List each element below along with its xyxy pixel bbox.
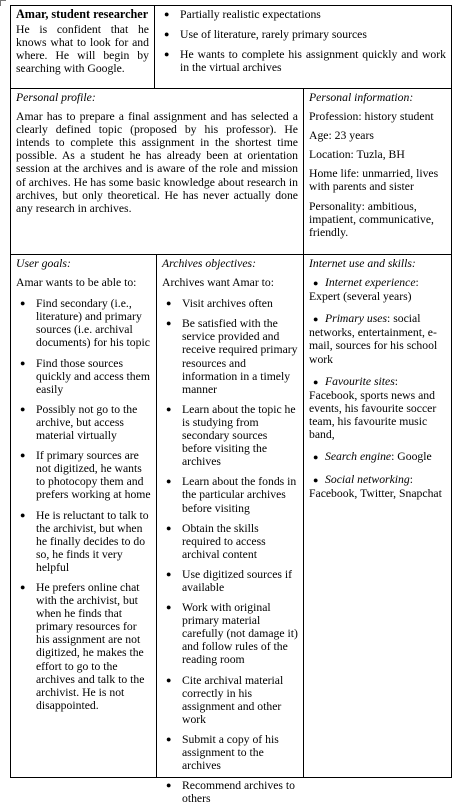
internet-item: ● Primary uses: social networks, entertainment, e-mail, sources for his school work	[309, 312, 438, 366]
internet-label: Primary uses	[325, 312, 388, 326]
bullet-icon: ●	[313, 376, 319, 387]
bullet-icon: ●	[166, 568, 172, 579]
bullet-icon: ●	[166, 522, 172, 533]
bullet-icon: ●	[166, 298, 172, 309]
bullet-icon: ●	[166, 403, 172, 414]
expectation-item: ● He wants to complete his assignment quickly and work in the virtual archives	[164, 48, 446, 75]
bullet-icon: ●	[166, 674, 172, 685]
internet-item: ● Search engine: Google	[309, 450, 446, 464]
internet-value: Expert (several years)	[309, 290, 412, 304]
internet-item: ● Social networking: Facebook, Twitter, Snapchat	[309, 473, 442, 501]
info-profession: Profession: history student	[309, 110, 434, 124]
objective-item: ● Obtain the skills required to access archival content	[166, 521, 266, 561]
persona-title: Amar, student researcher	[16, 7, 149, 21]
bullet-icon: ●	[20, 509, 26, 520]
bullet-icon: ●	[313, 314, 319, 325]
goal-item: ● Find those sources quickly and access them easily	[20, 356, 150, 396]
bullet-icon: ●	[313, 278, 319, 289]
objective-item: ● Learn about the fonds in the particular archives before visiting	[166, 475, 297, 515]
bullet-icon: ●	[166, 780, 172, 791]
bullet-icon: ●	[164, 9, 170, 19]
bullet-icon: ●	[20, 357, 26, 368]
objective-item: ● Use digitized sources if available	[166, 567, 293, 594]
bullet-icon: ●	[166, 602, 172, 613]
bullet-icon: ●	[166, 733, 172, 744]
internet-item: ● Internet experience: Expert (several years)	[309, 276, 419, 304]
profile-text: Amar has to prepare a final assignment and has selected a clearly defined topic (proposed by his professor). He intends to complete this assignment in the shortest time possible. As a student he has already been at orientation session at the archives and is aware of the role and mission of archives. He has some basic knowledge about research in archives, but only theoretical. He has never actually done any research in archives.	[16, 110, 298, 215]
objective-item: ● Learn about the topic he is studying from secondary sources before visiting the archives	[166, 402, 296, 469]
info-location: Location: Tuzla, BH	[309, 148, 405, 162]
internet-label: Social networking	[325, 473, 410, 487]
profile-heading: Personal profile:	[16, 91, 96, 104]
goal-item: ● He is reluctant to talk to the archivist, but when he finally decides to do so, he finds it very helpful	[20, 508, 149, 574]
internet-value: Facebook, sports news and events, his favourite soccer team, his favourite music band,	[309, 388, 437, 442]
bullet-icon: ●	[164, 49, 170, 60]
expectations-cell	[154, 5, 452, 89]
objective-item: ● Be satisfied with the service provided and receive required primary resources and information in a timely manner	[166, 317, 298, 396]
bullet-icon: ●	[20, 450, 26, 461]
expectation-item: ● Partially realistic expectations	[164, 8, 321, 21]
internet-label: Favourite sites	[325, 374, 395, 388]
table-corner-mark	[0, 0, 6, 6]
bullet-icon: ●	[313, 452, 319, 463]
internet-label: Search engine	[325, 450, 392, 464]
internet-cell	[303, 254, 452, 778]
persona-intro: He is confident that he knows what to look for and where. He will begin by searching with Google.	[16, 23, 149, 76]
internet-value: social networks, entertainment, e-mail, sources for his school work	[309, 312, 438, 366]
bullet-icon: ●	[313, 475, 319, 486]
expectation-item: ● Use of literature, rarely primary sources	[164, 28, 367, 42]
goals-lead: Amar wants to be able to:	[16, 276, 137, 290]
info-home-life: Home life: unmarried, lives with parents and sister	[309, 167, 439, 194]
info-cell	[303, 88, 452, 255]
internet-item: ● Favourite sites: Facebook, sports news and events, his favourite soccer team, his favourite music band,	[309, 374, 437, 442]
bullet-icon: ●	[20, 403, 26, 414]
internet-heading: Internet use and skills:	[309, 257, 416, 270]
objectives-lead: Archives want Amar to:	[162, 276, 274, 290]
bullet-icon: ●	[164, 29, 170, 40]
info-age: Age: 23 years	[309, 129, 374, 143]
objective-item: ● Visit archives often	[166, 297, 273, 311]
objectives-cell	[156, 254, 304, 805]
goals-cell	[10, 254, 157, 778]
objective-item: ● Cite archival material correctly in his assignment and other work	[166, 673, 284, 726]
internet-value: Google	[397, 450, 432, 464]
bullet-icon: ●	[166, 476, 172, 487]
info-heading: Personal information:	[309, 91, 414, 104]
bullet-icon: ●	[166, 318, 172, 329]
objective-item: ● Work with original primary material carefully (not damage it) and follow rules of the reading room	[166, 601, 298, 667]
bullet-icon: ●	[20, 298, 26, 309]
goal-item: ● Find secondary (i.e., literature) and primary sources (i.e. archival documents) for his topic	[20, 297, 150, 350]
internet-value: Facebook, Twitter, Snapchat	[309, 487, 442, 501]
objective-item: ● Recommend archives to others	[166, 779, 295, 805]
profile-cell	[10, 88, 304, 255]
goal-item: ● If primary sources are not digitized, he wants to photocopy them and prefers working at home	[20, 449, 151, 502]
persona-cell	[10, 5, 155, 89]
bullet-icon: ●	[20, 581, 26, 592]
goals-heading: User goals:	[16, 257, 71, 270]
goal-item: ● He prefers online chat with the archivist, but when he finds that primary resources for his assignment are not digitized, he makes the effort to go to the archives and talk to the archivist. He is not disappointed.	[20, 580, 145, 712]
objective-item: ● Submit a copy of his assignment to the archives	[166, 732, 279, 773]
goal-item: ● Possibly not go to the archive, but access material virtually	[20, 402, 138, 443]
internet-label: Internet experience	[325, 276, 416, 290]
info-personality: Personality: ambitious, impatient, communicative, friendly.	[309, 199, 434, 239]
objectives-heading: Archives objectives:	[162, 257, 256, 270]
